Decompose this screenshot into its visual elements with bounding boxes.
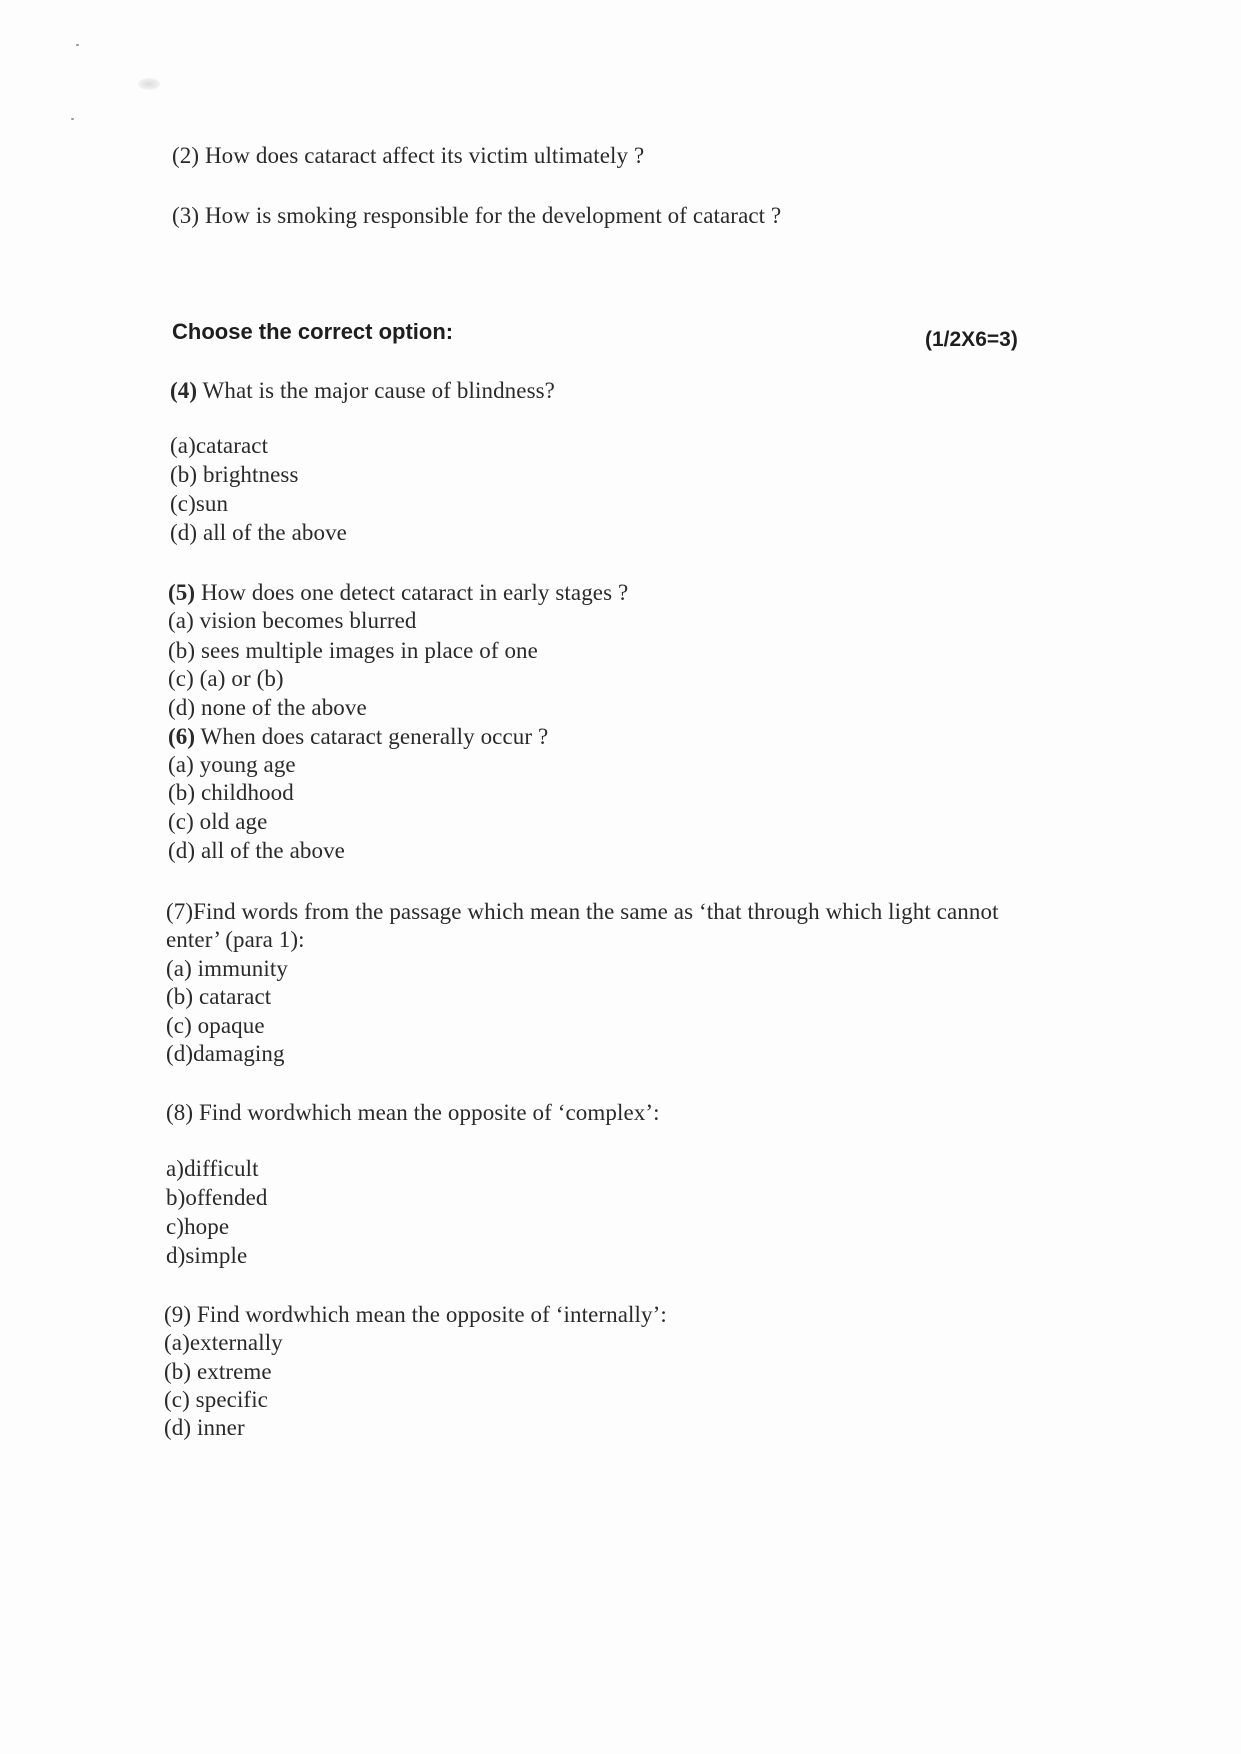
section-heading: Choose the correct option: [172,319,454,344]
q8-option-d: d)simple [166,1243,248,1268]
q9-option-d: (d) inner [164,1415,245,1440]
question-7-line-2: enter’ (para 1): [166,927,305,952]
q9-option-a: (a)externally [164,1330,283,1355]
q8-option-a: a)difficult [166,1156,259,1181]
scan-smudge [138,78,160,90]
q4-option-d: (d) all of the above [170,520,347,545]
question-5-text: How does one detect cataract in early stages ? [195,580,629,605]
scan-speck [71,118,74,120]
question-7-line-1: (7)Find words from the passage which mean the same as ‘that through which light cannot [166,899,999,924]
question-4-number: (4) [170,378,198,403]
question-6-number: (6) [168,724,196,749]
question-5-number: (5) [168,580,196,605]
question-4 [170,377,555,405]
q6-option-d: (d) all of the above [168,838,345,863]
q6-option-c: (c) old age [168,809,268,834]
scan-speck [76,44,79,46]
q7-option-d: (d)damaging [166,1041,285,1066]
q7-option-c: (c) opaque [166,1013,265,1038]
question-8: (8) Find wordwhich mean the opposite of ‘complex’: [166,1100,660,1125]
q5-option-c: (c) (a) or (b) [168,666,284,691]
q5-option-b: (b) sees multiple images in place of one [168,638,538,663]
q5-option-d: (d) none of the above [168,695,367,720]
question-3: (3) How is smoking responsible for the development of cataract ? [172,203,782,228]
q5-option-a: (a) vision becomes blurred [168,608,417,633]
q7-option-a: (a) immunity [166,956,288,981]
q4-option-b: (b) brightness [170,462,299,487]
q4-option-a: (a)cataract [170,433,269,458]
q9-option-c: (c) specific [164,1387,268,1412]
question-6 [168,723,548,751]
q9-option-b: (b) extreme [164,1359,272,1384]
q7-option-b: (b) cataract [166,984,272,1009]
question-6-text: When does cataract generally occur ? [195,724,549,749]
question-2: (2) How does cataract affect its victim ultimately ? [172,143,645,168]
q6-option-a: (a) young age [168,752,296,777]
q8-option-c: c)hope [166,1214,230,1239]
q4-option-c: (c)sun [170,491,229,516]
question-4-text: What is the major cause of blindness? [197,378,555,403]
section-marks: (1/2X6=3) [925,328,1018,351]
q6-option-b: (b) childhood [168,780,294,805]
q8-option-b: b)offended [166,1185,268,1210]
question-9: (9) Find wordwhich mean the opposite of ‘internally’: [164,1302,667,1327]
question-5 [168,579,628,607]
